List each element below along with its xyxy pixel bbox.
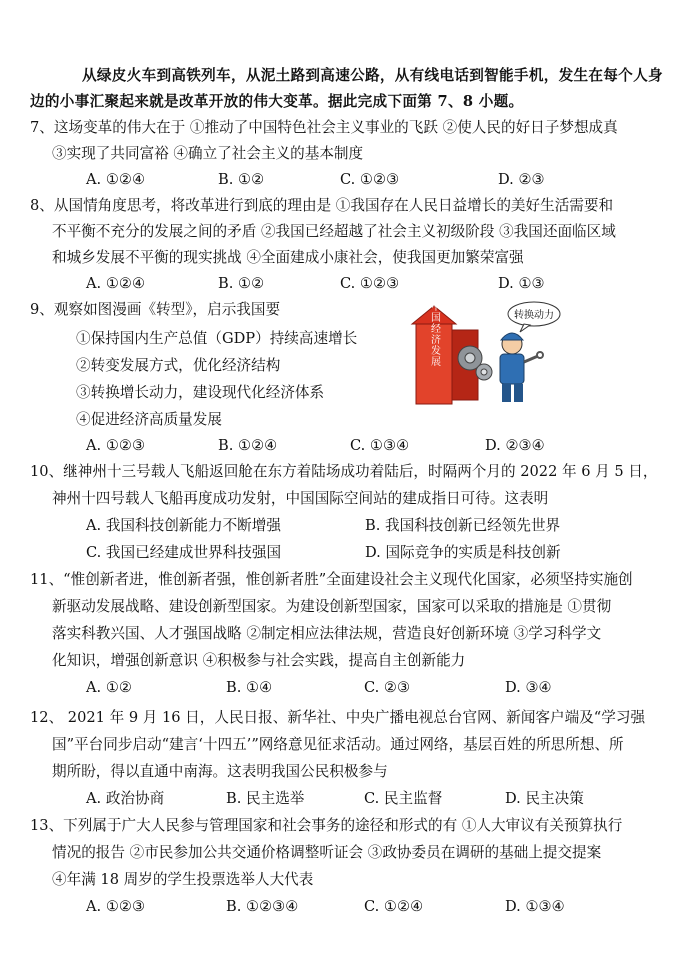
q13-stem-3: ④年满 18 周岁的学生投票选举人大代表: [52, 871, 314, 888]
q10-option-b: B. 我国科技创新已经领先世界: [365, 517, 561, 534]
intro-line-1: 从绿皮火车到高铁列车，从泥土路到高速公路，从有线电话到智能手机，发生在每个人身: [82, 67, 663, 84]
q9-item-4: ④促进经济高质量发展: [76, 411, 222, 428]
q10-option-c: C. 我国已经建成世界科技强国: [86, 544, 282, 561]
q8-option-c: C. ①②③: [340, 275, 400, 292]
q7-option-c: C. ①②③: [340, 171, 400, 188]
q11-option-d: D. ③④: [505, 679, 552, 696]
cartoon-sign-text: 中国经济发展: [428, 301, 440, 367]
q12-stem-1: 12、 2021 年 9 月 16 日，人民日报、新华社、中央广播电视总台官网、新闻客户端及“学习强: [30, 709, 646, 726]
q9-option-a: A. ①②③: [86, 437, 146, 454]
q11-option-b: B. ①④: [226, 679, 273, 696]
q9-option-d: D. ②③④: [485, 437, 545, 454]
q13-option-a: A. ①②③: [86, 898, 146, 915]
q10-option-d: D. 国际竞争的实质是科技创新: [365, 544, 561, 561]
q8-option-b: B. ①②: [218, 275, 265, 292]
q12-option-b: B. 民主选举: [226, 790, 305, 807]
q7-option-b: B. ①②: [218, 171, 265, 188]
q11-stem-3: 落实科教兴国、人才强国战略 ②制定相应法律法规，营造良好创新环境 ③学习科学文: [52, 625, 602, 642]
q7-option-d: D. ②③: [498, 171, 545, 188]
q13-option-c: C. ①②④: [364, 898, 424, 915]
q7-stem-1: 7、这场变革的伟大在于 ①推动了中国特色社会主义事业的飞跃 ②使人民的好日子梦想成真: [30, 119, 618, 136]
q8-option-a: A. ①②④: [86, 275, 146, 292]
q13-option-b: B. ①②③④: [226, 898, 299, 915]
q13-stem-2: 情况的报告 ②市民参加公共交通价格调整听证会 ③政协委员在调研的基础上提交提案: [52, 844, 602, 861]
transformation-cartoon: [404, 300, 562, 406]
q8-stem-3: 和城乡发展不平衡的现实挑战 ④全面建成小康社会，使我国更加繁荣富强: [52, 249, 524, 266]
q10-option-a: A. 我国科技创新能力不断增强: [86, 517, 281, 534]
q7-option-a: A. ①②④: [86, 171, 146, 188]
q11-option-c: C. ②③: [364, 679, 411, 696]
q11-stem-1: 11、“惟创新者进，惟创新者强，惟创新者胜”全面建设社会主义现代化国家，必须坚持实施创: [30, 571, 633, 588]
q12-stem-2: 国”平台同步启动“建言‘十四五’”网络意见征求活动。通过网络，基层百姓的所思所想、所: [52, 736, 624, 753]
q8-stem-2: 不平衡不充分的发展之间的矛盾 ②我国已经超越了社会主义初级阶段 ③我国还面临区域: [52, 223, 616, 240]
q13-option-d: D. ①③④: [505, 898, 565, 915]
q9-item-3: ③转换增长动力，建设现代化经济体系: [76, 384, 325, 401]
q9-option-c: C. ①③④: [350, 437, 410, 454]
q8-stem-1: 8、从国情角度思考，将改革进行到底的理由是 ①我国存在人民日益增长的美好生活需要和: [30, 197, 614, 214]
cartoon-bubble-text: 转换动力: [514, 310, 554, 321]
q9-stem: 9、观察如图漫画《转型》，启示我国要: [30, 301, 281, 318]
q9-item-1: ①保持国内生产总值（GDP）持续高速增长: [76, 330, 358, 347]
q11-option-a: A. ①②: [86, 679, 132, 696]
q10-stem-2: 神州十四号载人飞船再度成功发射，中国国际空间站的建成指日可待。这表明: [52, 490, 549, 507]
q12-option-d: D. 民主决策: [505, 790, 584, 807]
q13-stem-1: 13、下列属于广大人民参与管理国家和社会事务的途径和形式的有 ①人大审议有关预算执行: [30, 817, 623, 834]
q10-stem-1: 10、继神州十三号载人飞船返回舱在东方着陆场成功着陆后，时隔两个月的 2022 年 6 月 5 日，: [30, 463, 658, 480]
intro-line-2: 边的小事汇聚起来就是改革开放的伟大变革。据此完成下面第 7、8 小题。: [30, 93, 524, 110]
q9-item-2: ②转变发展方式，优化经济结构: [76, 357, 281, 374]
q9-option-b: B. ①②④: [218, 437, 278, 454]
q11-stem-4: 化知识，增强创新意识 ④积极参与社会实践，提高自主创新能力: [52, 652, 466, 669]
q7-stem-2: ③实现了共同富裕 ④确立了社会主义的基本制度: [52, 145, 364, 162]
q8-option-d: D. ①③: [498, 275, 545, 292]
q12-option-c: C. 民主监督: [364, 790, 443, 807]
q12-option-a: A. 政治协商: [86, 790, 165, 807]
q11-stem-2: 新驱动发展战略、建设创新型国家。为建设创新型国家，国家可以采取的措施是 ①贯彻: [52, 598, 612, 615]
q12-stem-3: 期所盼，得以直通中南海。这表明我国公民积极参与: [52, 763, 388, 780]
